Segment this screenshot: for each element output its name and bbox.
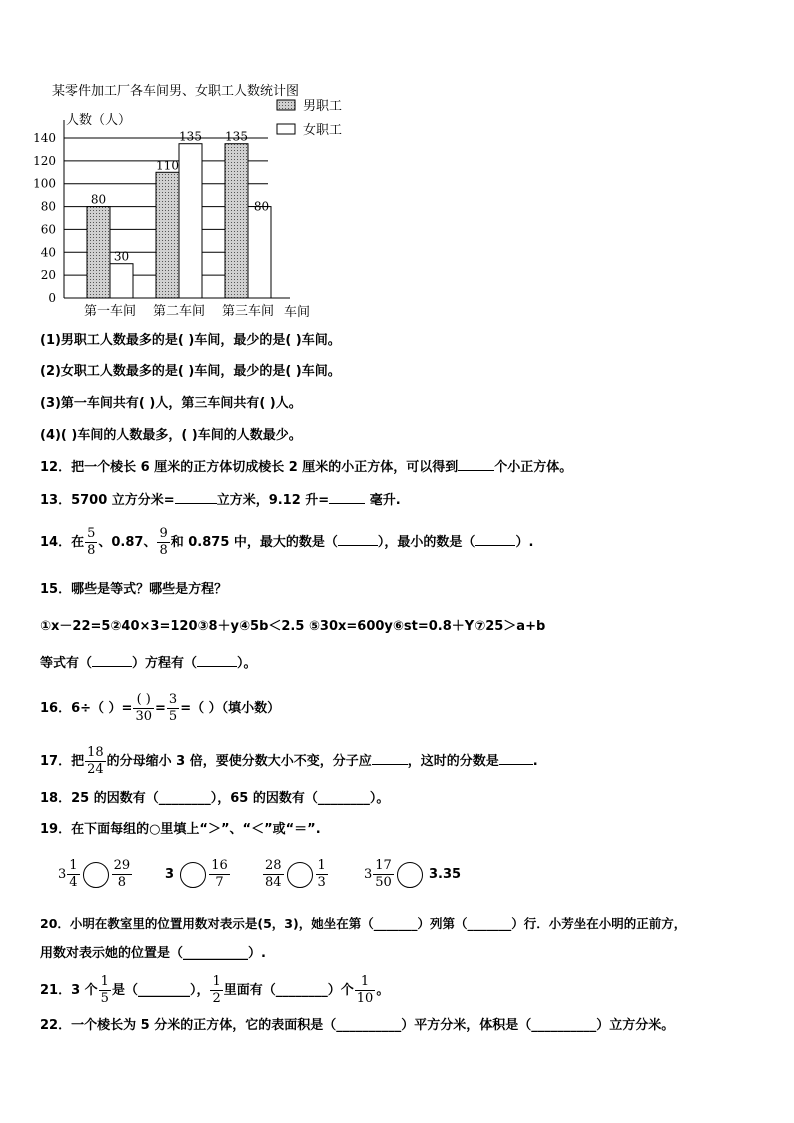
x-category-label: 第三车间 (221, 304, 275, 319)
q19-group-1 (58, 856, 133, 894)
q16-f2-denominator: 5 (168, 709, 178, 724)
bar-female (110, 264, 133, 298)
q16-f2-numerator: 3 (168, 692, 178, 707)
y-tick-label: 40 (40, 245, 56, 260)
bar-female (179, 144, 202, 298)
question-14 (40, 524, 533, 562)
q19-g2-left: 3 (165, 867, 175, 882)
q14-fraction-2 (157, 526, 169, 559)
q21-f3-den: 10 (356, 991, 374, 1006)
q17-fraction (85, 745, 106, 778)
q14-f1-denominator: 8 (87, 543, 96, 558)
q11-part1: (1)男职工人数最多的是( )车间，最少的是( )车间。 (40, 333, 341, 348)
q19-group-3 (262, 856, 329, 894)
legend-label-male: 男职工 (303, 99, 343, 114)
q15-text-b: ）方程有（ (132, 656, 198, 671)
bar-chart (0, 0, 794, 330)
q19-g4-num: 17 (375, 858, 392, 873)
q19-g1-fraction (67, 858, 79, 891)
q21-fraction-3 (355, 974, 376, 1007)
q13-blank-2[interactable] (329, 489, 365, 504)
q19-g1-num: 1 (69, 858, 78, 873)
bar-male (225, 144, 248, 298)
q16-equals: = (155, 701, 166, 716)
bar-value-label: 110 (156, 158, 179, 173)
y-tick-label: 60 (40, 222, 56, 237)
q14-text-e: ）. (515, 535, 534, 550)
q19-group-4 (364, 856, 461, 894)
q13-blank-1[interactable] (175, 489, 217, 504)
q16-fraction-2 (167, 692, 179, 725)
q19-g3-den: 84 (265, 875, 282, 890)
q21-text-b: 是（________）， (111, 983, 210, 998)
question-13 (40, 489, 401, 511)
q15-blank-equalities[interactable] (197, 652, 237, 667)
q14-f1-numerator: 5 (87, 526, 96, 541)
chart-title: 某零件加工厂各车间男、女职工人数统计图 (52, 84, 300, 99)
y-tick-label: 100 (33, 176, 56, 191)
q16-f1-denominator: 30 (135, 709, 152, 724)
bar-male (87, 207, 110, 298)
q16-text-a: 16．6÷（ ）= (40, 701, 133, 716)
bar-value-label: 135 (179, 129, 202, 144)
q19-g2-right-num: 16 (211, 858, 228, 873)
question-22: 22．一个棱长为 5 分米的正方体，它的表面积是（__________）平方分米，体积是（__________）立方分米。 (40, 1018, 675, 1033)
q16-f1-numerator[interactable]: ( ) (133, 692, 154, 709)
question-21 (40, 972, 389, 1010)
q17-denominator: 24 (87, 762, 104, 777)
q14-f2-numerator: 9 (159, 526, 168, 541)
q16-text-b: =（ ）（填小数） (180, 701, 281, 716)
q19-group-2 (165, 856, 231, 894)
question-18: 18．25 的因数有（________），65 的因数有（________）。 (40, 791, 390, 806)
q21-f1-den: 5 (100, 991, 109, 1006)
q19-title: 19．在下面每组的○里填上“＞”、“＜”或“＝”. (40, 822, 321, 837)
q17-blank-1[interactable] (372, 750, 408, 765)
bar-male (156, 172, 179, 298)
q19-g3-fraction (263, 858, 284, 891)
q11-part2: (2)女职工人数最多的是( )车间，最少的是( )车间。 (40, 364, 341, 379)
q17-text-d: . (532, 754, 538, 769)
q20-line-2: 用数对表示她的位置是（__________）. (40, 946, 266, 961)
y-axis-label: 人数（人） (66, 113, 132, 128)
q21-f2-den: 2 (212, 991, 221, 1006)
y-tick-label: 0 (48, 291, 56, 305)
bar-value-label: 80 (253, 199, 270, 214)
question-12 (40, 456, 572, 478)
q13-text-c: 毫升. (369, 493, 401, 508)
q12-text-b: 个小正方体。 (494, 460, 573, 475)
q14-text-d: ），最小的数是（ (377, 535, 476, 550)
q17-text-c: ，这时的分数是 (407, 754, 499, 769)
q21-f3-num: 1 (355, 974, 376, 991)
q21-text-d: 。 (376, 983, 390, 998)
bar-value-label: 30 (113, 249, 130, 264)
question-16 (40, 690, 280, 728)
q19-g4-compare-circle[interactable] (397, 862, 423, 888)
q14-f2-denominator: 8 (159, 543, 168, 558)
q19-g4-den: 50 (375, 875, 392, 890)
q19-g1-right-fraction (112, 858, 133, 891)
q19-g1-den: 4 (69, 875, 78, 890)
x-category-label: 第二车间 (152, 304, 206, 319)
q11-part3: (3)第一车间共有( )人，第三车间共有( )人。 (40, 396, 302, 411)
q15-text-a: 等式有（ (40, 656, 93, 671)
q17-blank-2[interactable] (499, 750, 533, 765)
q15-items: ①x－22=5②40×3=120③8＋y④5b＜2.5 ⑤30x=600y⑥st=0.8＋Y⑦25＞a+b (40, 619, 546, 634)
y-tick-label: 140 (33, 131, 56, 145)
q15-blank-equations[interactable] (92, 652, 132, 667)
legend-swatch-male (277, 100, 295, 110)
q19-g3-right-num: 1 (317, 858, 326, 873)
q14-text-a: 14．在 (40, 535, 85, 550)
q19-g3-num: 28 (265, 858, 282, 873)
q15-text-c: ）。 (237, 656, 257, 671)
q16-fraction-1 (133, 692, 154, 725)
q19-g4-fraction (373, 858, 394, 891)
q21-text-c: 里面有（________）个 (223, 983, 354, 998)
q14-blank-min[interactable] (475, 531, 515, 546)
q19-g2-right-den: 7 (215, 875, 224, 890)
q19-g1-right-den: 8 (117, 875, 126, 890)
q21-f2-num: 1 (212, 974, 221, 989)
x-axis-label: 车间 (284, 305, 311, 320)
q21-f1-num: 1 (100, 974, 109, 989)
q14-text-c: 和 0.875 中，最大的数是（ (170, 535, 338, 550)
bar-female (248, 207, 271, 298)
q19-g2-right-fraction (209, 858, 230, 891)
y-tick-label: 120 (33, 153, 56, 168)
legend-swatch-female (277, 124, 295, 134)
question-15-answers (40, 652, 257, 674)
q17-numerator: 18 (87, 745, 104, 760)
q13-text-b: 立方米，9.12 升= (216, 493, 330, 508)
q19-g3-compare-circle[interactable] (287, 862, 313, 888)
q17-text-b: 的分母缩小 3 倍，要使分数大小不变，分子应 (106, 754, 372, 769)
bar-value-label: 135 (225, 129, 248, 144)
q14-text-b: 、0.87、 (98, 535, 157, 550)
q19-g1-right-num: 29 (113, 858, 131, 873)
q19-g3-right-den: 3 (317, 875, 326, 890)
x-category-label: 第一车间 (83, 304, 137, 319)
q21-fraction-1 (99, 974, 111, 1007)
q19-g3-right-fraction (316, 858, 328, 891)
q17-text-a: 17．把 (40, 754, 85, 769)
q19-g4-whole: 3 (364, 867, 373, 882)
q13-text-a: 13．5700 立方分米= (40, 493, 175, 508)
q19-g2-compare-circle[interactable] (180, 862, 206, 888)
q21-text-a: 21．3 个 (40, 983, 98, 998)
legend-label-female: 女职工 (303, 123, 343, 138)
q19-g4-right: 3.35 (428, 867, 462, 882)
q11-part4: (4)( )车间的人数最多，( )车间的人数最少。 (40, 428, 302, 443)
q12-answer-blank[interactable] (458, 456, 494, 471)
q12-text-a: 12．把一个棱长 6 厘米的正方体切成棱长 2 厘米的小正方体，可以得到 (40, 460, 459, 475)
bar-value-label: 80 (90, 192, 107, 207)
q21-fraction-2 (210, 974, 222, 1007)
q15-title: 15．哪些是等式？哪些是方程？ (40, 582, 228, 597)
q20-line-1: 20．小明在教室里的位置用数对表示是(5，3)，她坐在第（_______）列第（_______）行．小芳坐在小明的正前方， (40, 916, 687, 931)
y-tick-label: 80 (40, 199, 56, 214)
q19-g1-compare-circle[interactable] (83, 862, 109, 888)
q19-g1-whole: 3 (58, 867, 67, 882)
y-tick-label: 20 (40, 268, 56, 283)
q14-blank-max[interactable] (338, 531, 378, 546)
question-17 (40, 743, 538, 781)
q14-fraction-1 (85, 526, 97, 559)
